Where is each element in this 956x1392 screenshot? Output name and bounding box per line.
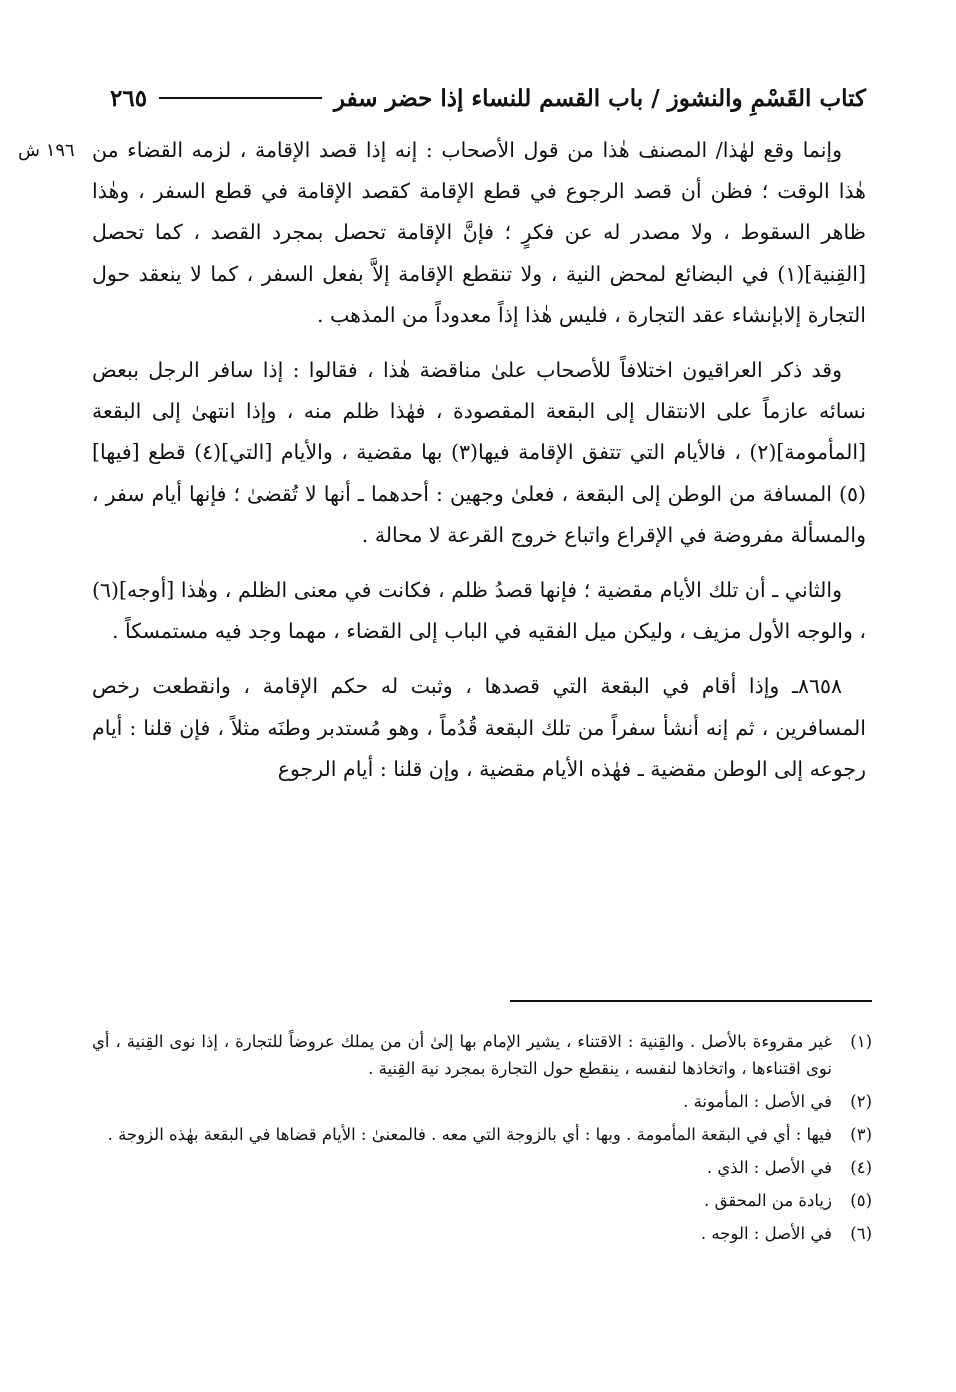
header-rule bbox=[159, 97, 322, 99]
footnote-divider bbox=[510, 1000, 872, 1002]
footnote-number: (٦) bbox=[850, 1224, 872, 1243]
footnote-number: (٢) bbox=[850, 1092, 872, 1111]
footnote-text: في الأصل : المأمونة . bbox=[683, 1092, 832, 1111]
footnote bbox=[92, 1187, 872, 1214]
footnote bbox=[92, 1121, 872, 1148]
footnote bbox=[92, 1220, 872, 1247]
paragraph: والثاني ـ أن تلك الأيام مقضية ؛ فإنها قصدُ ظلم ، فكانت في معنى الظلم ، وهٰذا [أوجه](٦) ، والوجه الأول مزيف ، وليكن ميل الفقيه في الباب إلى القضاء ، مهما وجد فيه مستمسكاً . bbox=[92, 578, 866, 644]
paragraph: وإنما وقع لهٰذا/ المصنف هٰذا من قول الأصحاب : إنه إذا قصد الإقامة ، لزمه القضاء من هٰذا الوقت ؛ فظن أن قصد الرجوع في قطع الإقامة كقصد الإقامة في قطع السفر ، وهٰذا ظاهر السقوط ، ولا مصدر له عن فكرٍ ؛ فإنَّ الإقامة تحصل بمجرد القصد ، كما تحصل [القِنية](١) في البضائع لمحض النية ، ولا تنقطع الإقامة إلاَّ بفعل السفر ، كما لا ينعقد حول التجارة إلابإنشاء عقد التجارة ، فليس هٰذا إذاً معدوداً من المذهب . bbox=[92, 138, 866, 327]
running-header bbox=[110, 78, 866, 118]
margin-folio-note: ١٩٦ ش bbox=[18, 140, 75, 161]
paragraph: ٨٦٥٨ـ وإذا أقام في البقعة التي قصدها ، وثبت له حكم الإقامة ، وانقطعت رخص المسافرين ، ثم إنه أنشأ سفراً من تلك البقعة قُدُماً ، وهو مُستدبر وطنَه مثلاً ، فإن قلنا : أيام رجوعه إلى الوطن مقضية ـ فهٰذه الأيام مقضية ، وإن قلنا : أيام الرجوع bbox=[92, 674, 866, 781]
footnote-number: (٤) bbox=[850, 1158, 872, 1177]
footnote bbox=[92, 1028, 872, 1082]
footnote-text: في الأصل : الذي . bbox=[706, 1158, 832, 1177]
footnote-text: غير مقروءة بالأصل . والقِنية : الاقتناء ، يشير الإمام بها إلىٰ أن من يملك عروضاً للتجارة ، إذا نوى القِنية ، أي نوى اقتناءها ، واتخاذها لنفسه ، ينقطع حول التجارة بمجرد نية القِنية . bbox=[92, 1032, 832, 1078]
body-text bbox=[92, 130, 866, 804]
footnote bbox=[92, 1154, 872, 1181]
footnote-number: (١) bbox=[850, 1032, 872, 1051]
footnote-number: (٥) bbox=[850, 1191, 872, 1210]
footnote-text: زيادة من المحقق . bbox=[704, 1191, 832, 1210]
footnote-text: فيها : أي في البقعة المأمومة . وبها : أي بالزوجة التي معه . فالمعنىٰ : الأيام قضاها في البقعة بهٰذه الزوجة . bbox=[107, 1125, 832, 1144]
header-title: كتاب القَسْمِ والنشوز / باب القسم للنساء إذا حضر سفر bbox=[333, 84, 866, 112]
footnote-number: (٣) bbox=[850, 1125, 872, 1144]
footnote bbox=[92, 1088, 872, 1115]
footnotes bbox=[92, 1028, 872, 1253]
paragraph: وقد ذكر العراقيون اختلافاً للأصحاب علىٰ مناقضة هٰذا ، فقالوا : إذا سافر الرجل ببعض نسائه عازماً على الانتقال إلى البقعة المقصودة ، فهٰذا ظلم منه ، وإذا انتهىٰ إلى البقعة [المأمومة](٢) ، فالأيام التي تتفق الإقامة فيها(٣) بها مقضية ، والأيام [التي](٤) قطع [فيها](٥) المسافة من الوطن إلى البقعة ، فعلىٰ وجهين : أحدهما ـ أنها لا تُقضىٰ ؛ فإنها أيام سفر ، والمسألة مفروضة في الإقراع واتباع خروج القرعة لا محالة . bbox=[92, 358, 867, 547]
footnote-text: في الأصل : الوجه . bbox=[700, 1224, 832, 1243]
page-number: ٢٦٥ bbox=[110, 84, 148, 112]
